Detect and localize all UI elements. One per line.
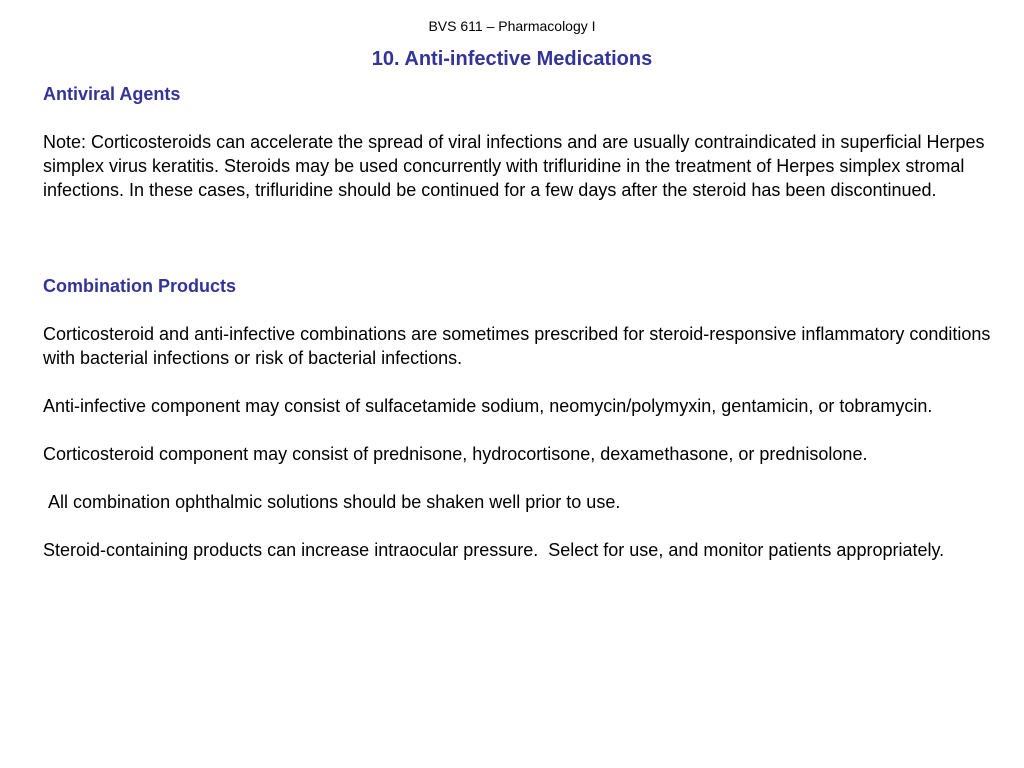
slide-title: 10. Anti-infective Medications bbox=[371, 48, 653, 70]
section-heading-antiviral: Antiviral Agents bbox=[43, 84, 181, 104]
combination-paragraph: Anti-infective component may consist of sulfacetamide sodium, neomycin/polymyxin, gentamicin, or tobramycin. bbox=[43, 396, 933, 416]
course-header: BVS 611 – Pharmacology I bbox=[428, 18, 596, 34]
section-heading-combination: Combination Products bbox=[43, 276, 236, 296]
spacer bbox=[43, 514, 1003, 538]
spacer bbox=[43, 202, 1003, 274]
spacer bbox=[43, 418, 1003, 442]
slide-content bbox=[43, 82, 1003, 562]
spacer bbox=[43, 370, 1003, 394]
combination-paragraph: Corticosteroid component may consist of prednisone, hydrocortisone, dexamethasone, or prednisolone. bbox=[43, 444, 868, 464]
spacer bbox=[43, 106, 1003, 130]
combination-paragraph: Steroid-containing products can increase intraocular pressure. Select for use, and monitor patients appropriately. bbox=[43, 540, 945, 560]
spacer bbox=[43, 298, 1003, 322]
antiviral-note: Note: Corticosteroids can accelerate the spread of viral infections and are usually contraindicated in superficial Herpes simplex virus keratitis. Steroids may be used concurrently with trifluridine in the treatment of Herpes simplex stromal infections. In these cases, trifluridine should be continued for a few days after the steroid has been discontinued. bbox=[43, 132, 990, 200]
combination-paragraph: All combination ophthalmic solutions should be shaken well prior to use. bbox=[43, 492, 621, 512]
spacer bbox=[43, 466, 1003, 490]
combination-paragraph: Corticosteroid and anti-infective combinations are sometimes prescribed for steroid-responsive inflammatory conditions with bacterial infections or risk of bacterial infections. bbox=[43, 324, 996, 368]
